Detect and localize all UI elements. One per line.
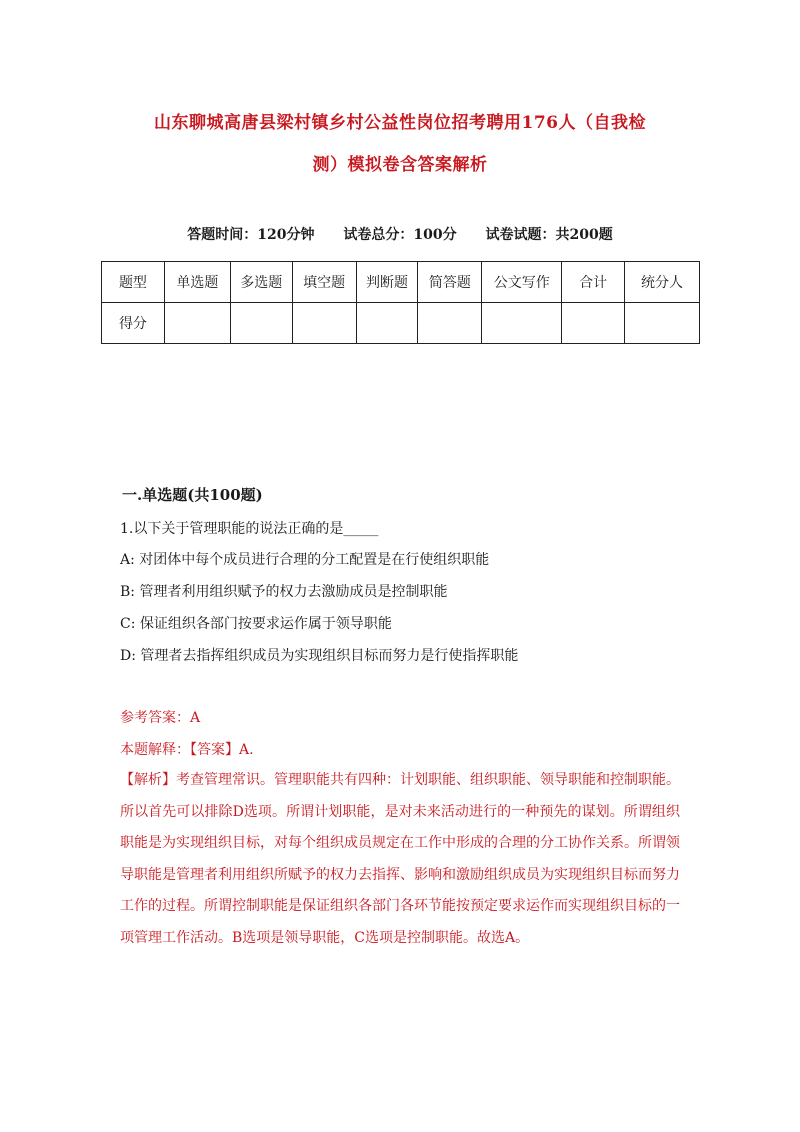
header-cell-multi-choice: 多选题 [230, 262, 292, 303]
score-cell [230, 303, 292, 344]
exam-question-count: 试卷试题：共200题 [485, 227, 613, 243]
exam-time: 答题时间：120分钟 [187, 227, 315, 243]
header-cell-grader: 统分人 [625, 262, 700, 303]
header-cell-total: 合计 [562, 262, 625, 303]
header-cell-true-false: 判断题 [356, 262, 418, 303]
explanation-heading: 本题解释：【答案】A. [120, 742, 254, 758]
score-cell [292, 303, 356, 344]
score-cell [482, 303, 562, 344]
score-cell [356, 303, 418, 344]
section-title: 一.单选题(共100题) [122, 486, 263, 504]
exam-meta [100, 224, 700, 244]
header-cell-type: 题型 [102, 262, 165, 303]
score-cell [418, 303, 482, 344]
header-cell-official-writing: 公文写作 [482, 262, 562, 303]
score-cell [625, 303, 700, 344]
option-c: C: 保证组织各部门按要求运作属于领导职能 [120, 616, 392, 632]
header-cell-single-choice: 单选题 [164, 262, 230, 303]
document-title-line-1: 山东聊城高唐县梁村镇乡村公益性岗位招考聘用176人（自我检 [154, 113, 646, 133]
score-table-score-row [102, 303, 700, 344]
score-cell [562, 303, 625, 344]
option-a: A: 对团体中每个成员进行合理的分工配置是在行使组织职能 [120, 552, 490, 568]
score-table-header-row [102, 262, 700, 303]
document-title-line-2: 测）模拟卷含答案解析 [312, 155, 488, 175]
exam-total-score: 试卷总分：100分 [343, 227, 457, 243]
row-label-score: 得分 [102, 303, 165, 344]
header-cell-fill-blank: 填空题 [292, 262, 356, 303]
option-d: D: 管理者去指挥组织成员为实现组织目标而努力是行使指挥职能 [120, 648, 519, 664]
option-b: B: 管理者利用组织赋予的权力去激励成员是控制职能 [120, 584, 448, 600]
score-table [101, 261, 700, 344]
explanation-body: 【解析】考查管理常识。管理职能共有四种：计划职能、组织职能、领导职能和控制职能。所以首先可以排除D选项。所谓计划职能，是对未来活动进行的一种预先的谋划。所谓组织职能是为实现组织目标，对每个组织成员规定在工作中形成的合理的分工协作关系。所谓领导职能是管理者利用组织所赋予的权力去指挥、影响和激励组织成员为实现组织目标而努力工作的过程。所谓控制职能是保证组织各部门各环节能按预定要求运作而实现组织目标的一项管理工作活动。B选项是领导职能，C选项是控制职能。故选A。 [120, 772, 680, 946]
reference-answer: 参考答案：A [120, 710, 201, 726]
header-cell-short-answer: 简答题 [418, 262, 482, 303]
score-cell [164, 303, 230, 344]
question-stem: 1.以下关于管理职能的说法正确的是_____ [120, 521, 379, 537]
